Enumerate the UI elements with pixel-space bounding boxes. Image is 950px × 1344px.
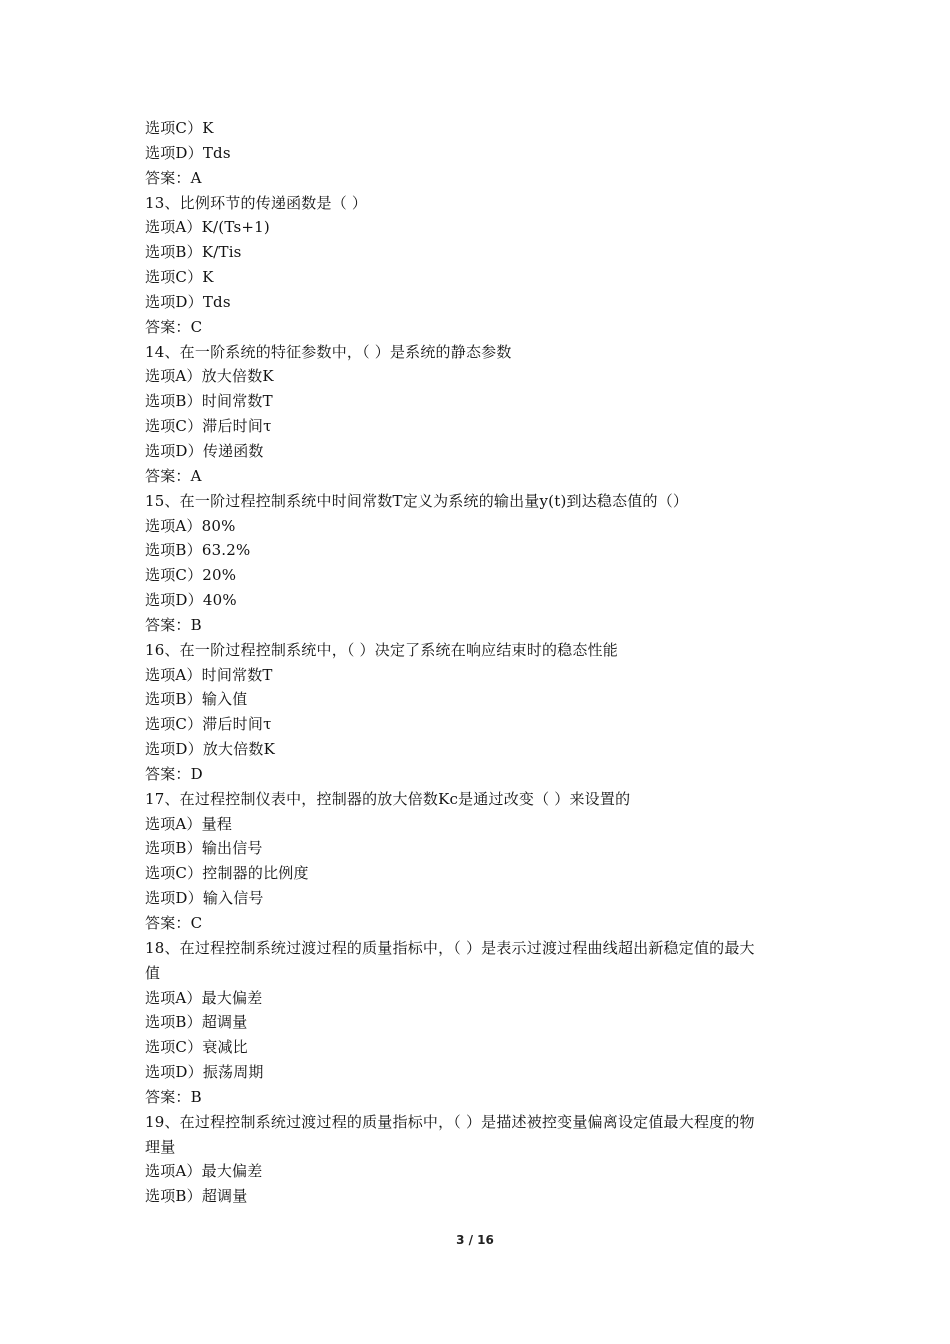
text-line: 选项A）量程 (145, 814, 233, 833)
text-line: 值 (145, 963, 161, 982)
text-line: 选项A）最大偏差 (145, 988, 263, 1007)
question-14: 14、在一阶系统的特征参数中，（ ）是系统的静态参数 (145, 342, 512, 361)
text-line: 选项C）滞后时间τ (145, 715, 272, 734)
text-line: 选项A）80% (145, 516, 236, 535)
text-line: 选项A）K/(Ts+1) (145, 218, 270, 237)
text-line: 选项B）输出信号 (145, 839, 263, 858)
question-17: 17、在过程控制仪表中，控制器的放大倍数Kc是通过改变（ ）来设置的 (145, 789, 631, 808)
text-line: 答案：C (145, 317, 203, 336)
text-line: 答案：B (145, 615, 202, 634)
text-line: 答案：A (145, 168, 202, 187)
text-line: 选项D）振荡周期 (145, 1063, 264, 1082)
text-line: 答案：B (145, 1087, 202, 1106)
text-line: 选项D）40% (145, 591, 237, 610)
text-line: 选项D）放大倍数K (145, 740, 276, 759)
question-13: 13、比例环节的传递函数是（ ） (145, 193, 368, 212)
question-16: 16、在一阶过程控制系统中，（ ）决定了系统在响应结束时的稳态性能 (145, 640, 618, 659)
text-line: 选项C）控制器的比例度 (145, 864, 309, 883)
text-line: 选项D）传递函数 (145, 441, 264, 460)
text-line: 选项C）K (145, 119, 214, 137)
text-line: 选项B）时间常数T (145, 392, 273, 411)
text-line: 选项C）20% (145, 566, 237, 585)
question-19: 19、在过程控制系统过渡过程的质量指标中，（ ）是描述被控变量偏离设定值最大程度的物 (145, 1112, 755, 1131)
question-18: 18、在过程控制系统过渡过程的质量指标中，（ ）是表示过渡过程曲线超出新稳定值的最大 (145, 938, 755, 957)
text-line: 选项D）输入信号 (145, 889, 264, 908)
text-line: 选项B）K/Tis (145, 243, 242, 262)
text-line: 选项B）超调量 (145, 1187, 248, 1206)
text-line: 选项D）Tds (145, 292, 231, 311)
text-line: 选项B）63.2% (145, 541, 251, 560)
text-line: 选项C）K (145, 268, 214, 287)
text-line: 选项D）Tds (145, 143, 231, 162)
page-content (145, 116, 810, 1209)
text-line: 选项A）放大倍数K (145, 367, 274, 386)
page-number: 3 / 16 (456, 1233, 494, 1247)
text-line: 选项C）滞后时间τ (145, 417, 272, 436)
text-line: 答案：A (145, 466, 202, 485)
text-line: 选项A）最大偏差 (145, 1162, 263, 1181)
text-line: 选项B）输入值 (145, 690, 248, 709)
question-15: 15、在一阶过程控制系统中时间常数T定义为系统的输出量y(t)到达稳态值的（） (145, 491, 689, 510)
text-line: 选项A）时间常数T (145, 665, 273, 684)
text-line: 选项B）超调量 (145, 1013, 248, 1032)
text-line: 答案：D (145, 764, 203, 783)
text-line: 答案：C (145, 914, 203, 932)
text-line: 选项C）衰减比 (145, 1038, 248, 1057)
text-line: 理量 (145, 1137, 176, 1156)
